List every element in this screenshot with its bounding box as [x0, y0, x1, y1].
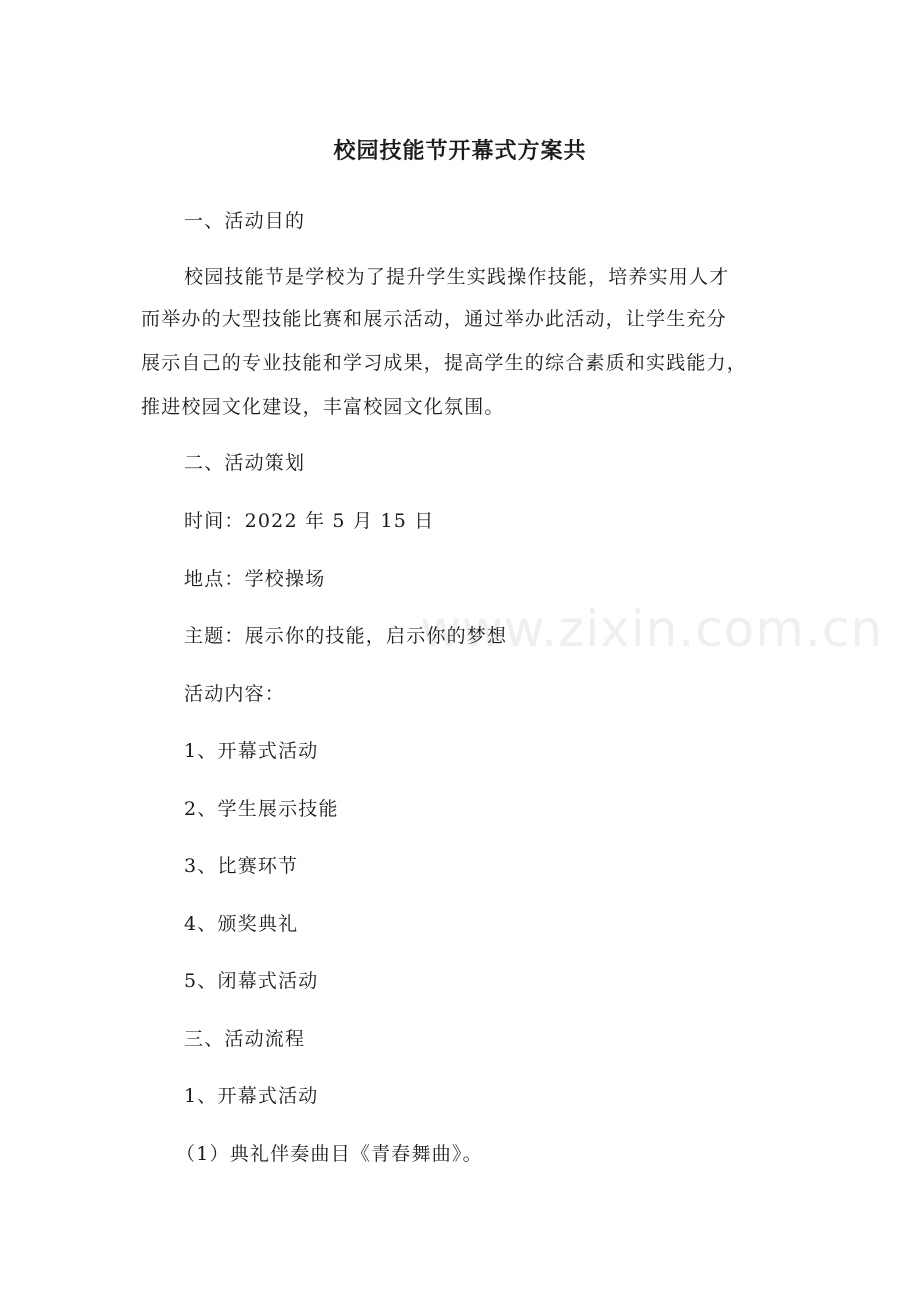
- list-item: 3、比赛环节: [184, 855, 299, 877]
- section-heading-1: 一、活动目的: [184, 210, 306, 232]
- document-title: 校园技能节开幕式方案共: [333, 139, 587, 164]
- list-item: 4、颁奖典礼: [184, 913, 299, 935]
- event-location: 地点：学校操场: [184, 568, 326, 590]
- list-item: 1、开幕式活动: [184, 740, 319, 762]
- paragraph-line-1: 校园技能节是学校为了提升学生实践操作技能，培养实用人才: [184, 266, 730, 288]
- event-time: 时间：2022 年 5 月 15 日: [184, 510, 435, 532]
- event-theme: 主题：展示你的技能，启示你的梦想: [184, 625, 508, 647]
- section-heading-3: 三、活动流程: [184, 1028, 306, 1050]
- list-item: 2、学生展示技能: [184, 798, 339, 820]
- section-heading-2: 二、活动策划: [184, 452, 306, 474]
- flow-substep: （1）典礼伴奏曲目《青春舞曲》。: [176, 1143, 483, 1165]
- paragraph-line-4: 推进校园文化建设，丰富校园文化氛围。: [141, 396, 505, 418]
- flow-step: 1、开幕式活动: [184, 1085, 319, 1107]
- list-item: 5、闭幕式活动: [184, 970, 319, 992]
- content-heading: 活动内容：: [184, 683, 286, 705]
- watermark: www.zixin.com.cn: [420, 600, 884, 658]
- paragraph-line-2: 而举办的大型技能比赛和展示活动，通过举办此活动，让学生充分: [141, 308, 727, 330]
- paragraph-line-3: 展示自己的专业技能和学习成果，提高学生的综合素质和实践能力，: [141, 352, 748, 374]
